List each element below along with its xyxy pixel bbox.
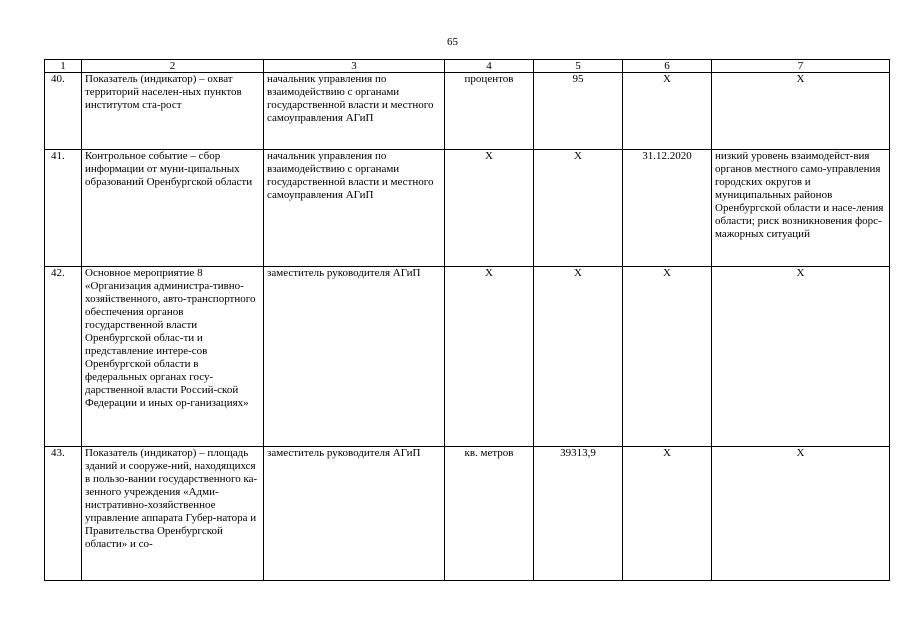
value: Х [534, 150, 623, 267]
column-header: 3 [264, 60, 445, 73]
date: Х [623, 73, 712, 150]
unit: кв. метров [445, 447, 534, 581]
data-table [44, 59, 890, 581]
item-name: Показатель (индикатор) – площадь зданий и сооруже-ний, находящихся в пользо-вании государственного ка-зенного учреждения «Адми-нистративно-хозяйственное управление аппарата Губер-натора и Правительства Оренбургской области» и со- [82, 447, 264, 581]
responsible: заместитель руководителя АГиП [264, 267, 445, 447]
unit: процентов [445, 73, 534, 150]
table-header-row [45, 60, 890, 73]
column-header: 5 [534, 60, 623, 73]
risk: Х [712, 267, 890, 447]
date: Х [623, 447, 712, 581]
risk: Х [712, 73, 890, 150]
row-number: 42. [45, 267, 82, 447]
table-row [45, 73, 890, 150]
row-number: 41. [45, 150, 82, 267]
table-row [45, 150, 890, 267]
date: 31.12.2020 [623, 150, 712, 267]
value: Х [534, 267, 623, 447]
row-number: 43. [45, 447, 82, 581]
page-number: 65 [447, 36, 458, 48]
item-name: Основное мероприятие 8 «Организация администра-тивно-хозяйственного, авто-транспортного обеспечения органов государственной власти Оренбургской облас-ти и представление интере-сов Оренбургской области в федеральных органах госу-дарственной власти Россий-ской Федерации и иных ор-ганизациях» [82, 267, 264, 447]
value: 95 [534, 73, 623, 150]
column-header: 6 [623, 60, 712, 73]
column-header: 1 [45, 60, 82, 73]
column-header: 2 [82, 60, 264, 73]
responsible: начальник управления по взаимодействию с органами государственной власти и местного самоуправления АГиП [264, 150, 445, 267]
item-name: Показатель (индикатор) – охват территорий населен-ных пунктов институтом ста-рост [82, 73, 264, 150]
column-header: 4 [445, 60, 534, 73]
value: 39313,9 [534, 447, 623, 581]
responsible: начальник управления по взаимодействию с органами государственной власти и местного самоуправления АГиП [264, 73, 445, 150]
unit: Х [445, 267, 534, 447]
responsible: заместитель руководителя АГиП [264, 447, 445, 581]
risk: Х [712, 447, 890, 581]
date: Х [623, 267, 712, 447]
table-row [45, 447, 890, 581]
table-row [45, 267, 890, 447]
item-name: Контрольное событие – сбор информации от муни-ципальных образований Оренбургской области [82, 150, 264, 267]
unit: Х [445, 150, 534, 267]
row-number: 40. [45, 73, 82, 150]
column-header: 7 [712, 60, 890, 73]
risk: низкий уровень взаимодейст-вия органов местного само-управления городских округов и муниципальных районов Оренбургской области и насе-ления области; риск возникновения форс-мажорных ситуаций [712, 150, 890, 267]
